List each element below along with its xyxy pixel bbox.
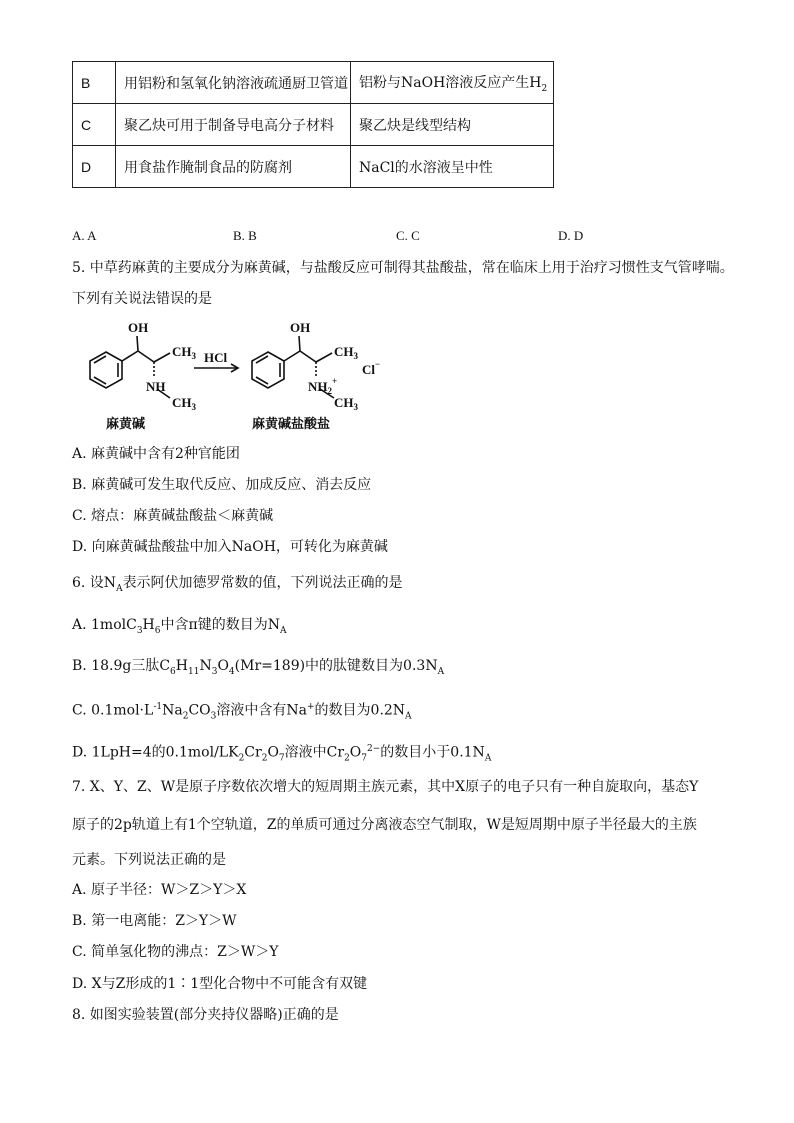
q5-stem-line1: 5. 中草药麻黄的主要成分为麻黄碱，与盐酸反应可制得其盐酸盐，常在临床上用于治疗习惯性支气管哮喘。 — [72, 260, 734, 276]
label-ch3-n-product: $CH_3$ — [334, 395, 358, 412]
q8-stem: 8. 如图实验装置(部分夹持仪器略)正确的是 — [72, 1007, 339, 1023]
table-row — [73, 62, 554, 104]
q5-option-b[interactable]: B. 麻黄碱可发生取代反应、加成反应、消去反应 — [72, 477, 372, 493]
row-reason: 聚乙炔是线型结构 — [351, 104, 554, 146]
q7-stem-line1: 7. X、Y、Z、W是原子序数依次增大的短周期主族元素，其中X原子的电子只有一种自旋取向，基态Y — [72, 779, 699, 795]
q7-stem-line2: 原子的2p轨道上有1个空轨道，Z的单质可通过分离液态空气制取，W是短周期中原子半径最大的主族 — [72, 817, 697, 833]
options-table — [72, 61, 554, 188]
table-row — [73, 146, 554, 188]
q6-stem: 6. 设$N_A$表示阿伏加德罗常数的值，下列说法正确的是 — [72, 575, 403, 594]
answer-choice-d[interactable]: D. D — [558, 228, 584, 243]
row-application: 用铝粉和氢氧化钠溶液疏通厨卫管道 — [116, 62, 351, 104]
q7-option-c[interactable]: C. 简单氢化物的沸点：Z＞W＞Y — [72, 944, 279, 960]
label-ch3-product: $CH_3$ — [334, 344, 358, 361]
row-letter: D — [73, 146, 116, 188]
label-chloride: Cl− — [362, 359, 381, 377]
q7-option-a[interactable]: A. 原子半径：W＞Z＞Y＞X — [72, 882, 247, 898]
row-application: 用食盐作腌制食品的防腐剂 — [116, 146, 351, 188]
q6-option-b[interactable]: B. 18.9g三肽$C_6H_{11}N_3O_4(Mr=189)$中的肽键数目为$0.3N_A$ — [72, 658, 445, 677]
q6-option-c[interactable]: C. $0.1mol\cdot L^{-1}Na_2CO_3$溶液中含有Na+的数目为$0.2N_A$ — [72, 702, 412, 722]
row-reason: 铝粉与NaOH溶液反应产生$H_2$ — [351, 62, 554, 104]
row-letter: B — [73, 62, 116, 104]
reagent-hcl: HCl — [204, 350, 228, 365]
q6-option-d[interactable]: D. 1LpH=4的$0.1mol/LK_2Cr_2O_7$溶液中$Cr_2O_7^{2-}$的数目小于$0.1N_A$ — [72, 744, 492, 764]
q7-stem-line3: 元素。下列说法正确的是 — [72, 852, 226, 868]
q7-option-d[interactable]: D. X与Z形成的1∶1型化合物中不可能含有双键 — [72, 976, 368, 992]
label-oh: OH — [128, 320, 149, 335]
q5-option-c[interactable]: C. 熔点：麻黄碱盐酸盐＜麻黄碱 — [72, 508, 274, 524]
label-ch3: $CH_3$ — [172, 344, 196, 361]
row-reason: NaCl的水溶液呈中性 — [351, 146, 554, 188]
ephedrine-reaction-scheme — [66, 312, 406, 436]
answer-choice-c[interactable]: C. C — [396, 228, 420, 243]
q7-option-b[interactable]: B. 第一电离能：Z＞Y＞W — [72, 913, 237, 929]
q6-option-a[interactable]: A. $1molC_3H_6$中含π键的数目为$N_A$ — [72, 617, 287, 636]
benzene-ring-reactant — [90, 352, 122, 388]
row-application: 聚乙炔可用于制备导电高分子材料 — [116, 104, 351, 146]
row-letter: C — [73, 104, 116, 146]
label-nh: NH — [146, 379, 166, 394]
reactant-name: 麻黄碱 — [106, 417, 146, 432]
q5-option-d[interactable]: D. 向麻黄碱盐酸盐中加入NaOH，可转化为麻黄碱 — [72, 539, 388, 555]
table-row — [73, 104, 554, 146]
label-ch3-n: $CH_3$ — [172, 395, 196, 412]
answer-choice-a[interactable]: A. A — [72, 228, 97, 243]
q5-stem-line2: 下列有关说法错误的是 — [72, 291, 212, 307]
product-name: 麻黄碱盐酸盐 — [252, 417, 331, 432]
q5-option-a[interactable]: A. 麻黄碱中含有2种官能团 — [72, 446, 240, 462]
label-nh2-product: $NH_2^+$ — [308, 376, 338, 396]
label-oh-product: OH — [290, 320, 311, 335]
answer-choice-b[interactable]: B. B — [233, 228, 257, 243]
